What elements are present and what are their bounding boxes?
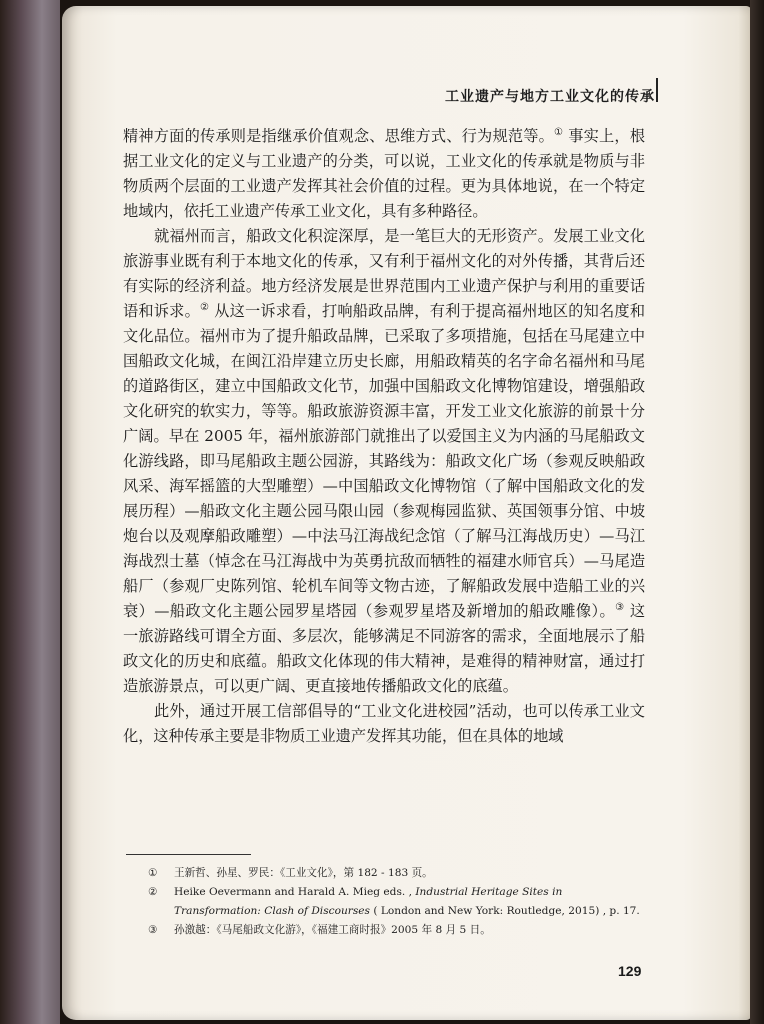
page-number: 129 [618, 963, 642, 979]
paragraph-3-text-a: 此外，通过开展工信部倡导的“工业文化进校园”活动，也可以传承工业文化，这种传承主要是非物质工业遗产发挥其功能，但在具体的地域 [123, 702, 645, 745]
page-edge-shadow [750, 0, 764, 1024]
paragraph-2-text-b: 从这一诉求看，打响船政品牌，有利于提高福州地区的知名度和文化品位。福州市为了提升船政品牌，已采取了多项措施，包括在马尾建立中国船政文化城，在闽江沿岸建立历史长廊，用船政精英的名字命名福州和马尾的道路街区，建立中国船政文化节，加强中国船政文化博物馆建设，增强船政文化研究的软实力，等等。船政旅游资源丰富，开发工业文化旅游的前景十分广阔。早在 2005 年，福州旅游部门就推出了以爱国主义为内涵的马尾船政文化游线路，即马尾船政主题公园游，其路线为：船政文化广场（参观反映船政风采、海军摇篮的大型雕塑）—中国船政文化博物馆（了解中国船政文化的发展历程）—船政文化主题公园马限山园（参观梅园监狱、英国领事分馆、中坡炮台以及观摩船政雕塑）—中法马江海战纪念馆（了解马江海战历史）—马江海战烈士墓（悼念在马江海战中为英勇抗敌而牺牲的福建水师官兵）—马尾造船厂（参观厂史陈列馆、轮机车间等文物古迹，了解船政发展中造船工业的兴衰）—船政文化主题公园罗星塔园（参观罗星塔及新增加的船政雕像）。 [123, 302, 646, 620]
footnote-2-title: Industrial Heritage Sites in Transformation: Clash of Discourses [174, 886, 563, 917]
book-spine-shadow [0, 0, 60, 1024]
footnote-2-text-post: ( London and New York: Routledge, 2015) , p. 17. [369, 905, 640, 917]
paragraph-1-text-a: 精神方面的传承则是指继承价值观念、思维方式、行为规范等。 [123, 127, 555, 145]
footnote-2 [148, 883, 648, 921]
footnotes [148, 864, 648, 940]
body-text [123, 124, 645, 749]
paragraph-1-text-b: 事实上，根据工业文化的定义与工业遗产的分类，可以说，工业文化的传承就是物质与非物质两个层面的工业遗产发挥其社会价值的过程。更为具体地说，在一个特定地域内，依托工业遗产传承工业文化，具有多种路径。 [123, 127, 646, 220]
footnote-1-text: 王新哲、孙星、罗民：《工业文化》，第 182 - 183 页。 [174, 867, 433, 879]
paragraph-2 [123, 224, 645, 699]
running-head-rule [656, 78, 658, 102]
footnote-1 [148, 864, 648, 883]
paragraph-3 [123, 699, 645, 749]
footnote-rule [126, 854, 251, 855]
paragraph-2-text-c: 这一旅游路线可谓全方面、多层次，能够满足不同游客的需求，全面地展示了船政文化的历史和底蕴。船政文化体现的伟大精神，是难得的精神财富，通过打造旅游景点，可以更广阔、更直接地传播船政文化的底蕴。 [123, 602, 646, 695]
footnote-ref-2: ② [199, 302, 210, 313]
footnote-3-mark: ③ [148, 924, 158, 936]
footnote-3-text: 孙激越：《马尾船政文化游》，《福建工商时报》2005 年 8 月 5 日。 [174, 924, 491, 936]
footnote-1-mark: ① [148, 867, 158, 879]
footnote-2-text-pre: Heike Oevermann and Harald A. Mieg eds. , [174, 886, 416, 898]
footnote-3 [148, 921, 648, 940]
footnote-ref-1: ① [554, 127, 564, 138]
footnote-2-mark: ② [148, 886, 158, 898]
paragraph-2-text-a: 就福州而言，船政文化积淀深厚，是一笔巨大的无形资产。发展工业文化旅游事业既有利于本地文化的传承，又有利于福州文化的对外传播，其背后还有实际的经济利益。地方经济发展是世界范围内工业遗产保护与利用的重要话语和诉求。 [123, 227, 645, 320]
paragraph-1 [123, 124, 645, 224]
footnote-ref-3: ③ [615, 602, 625, 613]
running-head: 工业遗产与地方工业文化的传承 [445, 89, 655, 105]
